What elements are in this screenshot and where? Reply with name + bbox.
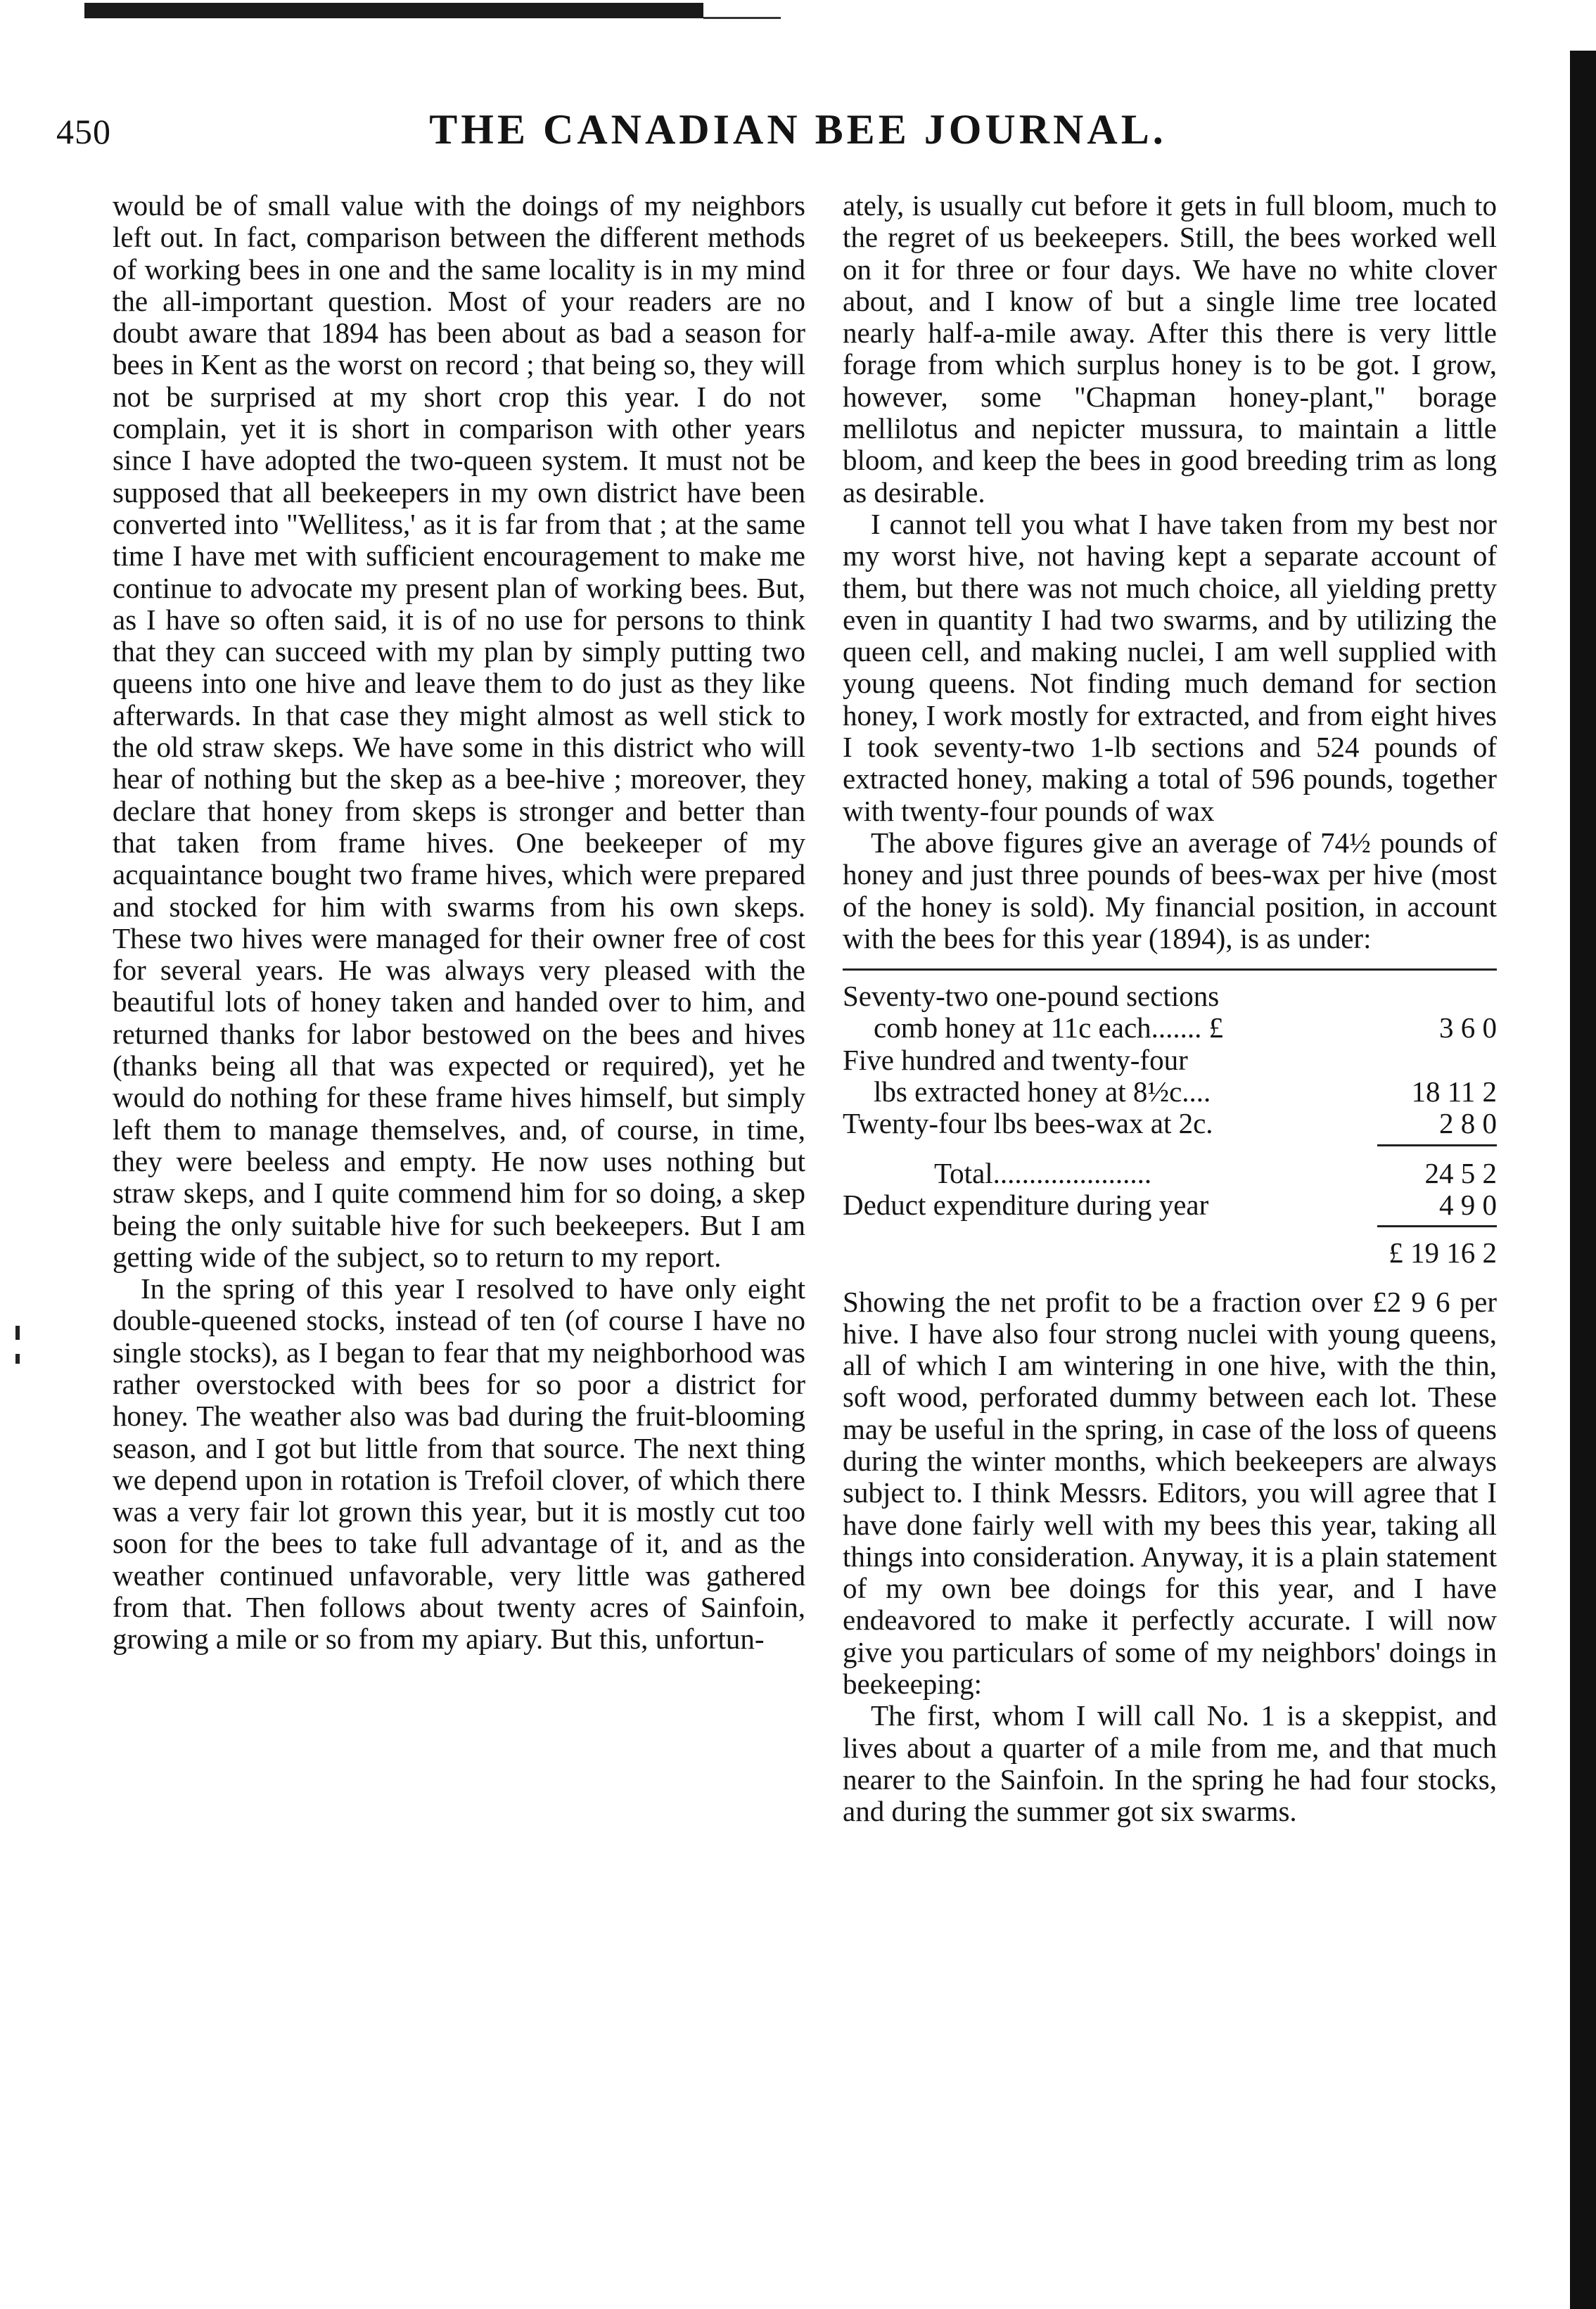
account-item: Five hundred and twenty-four <box>843 1043 1188 1076</box>
account-item: comb honey at 11c each....... £ <box>874 1011 1224 1044</box>
top-border-rule <box>84 3 703 18</box>
account-net-row <box>843 1237 1497 1269</box>
account-row <box>843 980 1497 1012</box>
account-total-label: Total...................... <box>934 1156 1152 1189</box>
account-row <box>843 1044 1497 1076</box>
paragraph: I cannot tell you what I have taken from my best nor my worst hive, not having kept a separate account of them, but there was not much choice, all yielding pretty even in quantity I had two swarms, and by utilizing the queen cell, and making nuclei, I am well supplied with young queens. Not finding much demand for section honey, I work mostly for extracted, and from eight hives I took seventy-two 1-lb sections and 524 pounds of extracted honey, making a total of 596 pounds, together with twenty-four pounds of wax <box>843 507 1497 827</box>
paragraph: Showing the net profit to be a fraction over £2 9 6 per hive. I have also four strong nuclei with young queens, all of which I am wintering in one hive, with the thin, soft wood, perforated dummy between each lot. These may be useful in the spring, in case of the loss of queens during the winter months, which beekeepers are always subject to. I think Messrs. Editors, you will agree that I have done fairly well with my bees this year, taking all things into consideration. Anyway, it is a plain statement of my own bee doings for this year, and I have endeavored to make it perfectly accurate. I will now give you particulars of some of my neighbors' doings in beekeeping: <box>843 1285 1497 1701</box>
account-net-amount: £ 19 16 2 <box>1388 1236 1497 1269</box>
paragraph: In the spring of this year I resolved to have only eight double-queened stocks, instead of ten (of course I have no single stocks), as I began to fear that my neighborhood was rather overstocked with bees for so poor a district for honey. The weather also was bad during the fruit-blooming season, and I got but little from that source. The next thing we depend upon in rotation is Trefoil clover, of which there was a very fair lot grown this year, but it is mostly cut too soon for the bees to take full advantage of it, and as the weather continued unfavorable, very little was gathered from that. Then follows about twenty acres of Sainfoin, growing a mile or so from my apiary. But this, unfortun- <box>113 1272 805 1656</box>
account-item: Seventy-two one-pound sections <box>843 980 1220 1013</box>
sum-rule <box>1377 1144 1497 1146</box>
account-table <box>843 968 1497 1269</box>
account-deduct-row <box>843 1189 1497 1221</box>
account-row <box>843 1076 1497 1108</box>
account-net-spacer <box>843 1237 1363 1269</box>
account-total-amount: 24 5 2 <box>1424 1156 1497 1189</box>
account-amount: 2 8 0 <box>1439 1107 1497 1140</box>
account-item: lbs extracted honey at 8½c.... <box>874 1075 1211 1108</box>
paragraph: The first, whom I will call No. 1 is a skeppist, and lives about a quarter of a mile from me, and that much nearer to the Sainfoin. In the spring he had four stocks, and during the summer got six swarms. <box>843 1699 1497 1828</box>
paragraph: ately, is usually cut before it gets in full bloom, much to the regret of us beekeepers. Still, the bees worked well on it for three or four days. We have no white clover about, and I know of but a single lime tree located nearly half-a-mile away. After this there is very little forage from which surplus honey is to be got. I grow, however, some "Chapman honey-plant," borage mellilotus and nepicter mussura, to maintain a little bloom, and keep the bees in good breeding trim as long as desirable. <box>843 189 1497 509</box>
paragraph: would be of small value with the doings of my neighbors left out. In fact, comparison between the different methods of working bees in one and the same locality is in my mind the all-important question. Most of your readers are no doubt aware that 1894 has been about as bad a season for bees in Kent as the worst on record ; that being so, they will not be surprised at my short crop this year. I do not complain, yet it is short in comparison with other years since I have adopted the two-queen system. It must not be supposed that all beekeepers in my own district have been converted into "Wellitess,' as it is far from that ; at the same time I have met with sufficient encouragement to make me continue to advocate my present plan of working bees. But, as I have so often said, it is of no use for persons to think that they can succeed with my plan by simply putting two queens into one hive and leave them to do just as they like afterwards. In that case they might almost as well stick to the old straw skeps. We have some in this district who will hear of nothing but the skep as a bee-hive ; moreover, they declare that honey from skeps is stronger and better than that taken from frame hives. One beekeeper of my acquaintance bought two frame hives, which were prepared and stocked for him with swarms from his own skeps. These two hives were managed for their owner free of cost for several years. He was always very pleased with the beautiful lots of honey taken and handed over to him, and returned thanks for labor bestowed on the bees and hives (thanks being all that was expected or required), yet he would do nothing for these frame hives himself, but simply left them to manage themselves, and, of course, in time, they were beeless and empty. He now uses nothing but straw skeps, and I quite commend him for so doing, a skep being the only suitable hive for such beekeepers. But I am getting wide of the subject, so to return to my report. <box>113 189 805 1273</box>
account-deduct-label: Deduct expenditure during year <box>843 1188 1209 1221</box>
right-column <box>843 190 1497 1828</box>
text-after-account <box>843 1286 1497 1828</box>
account-row <box>843 1012 1497 1044</box>
paragraph: The above figures give an average of 74½ pounds of honey and just three pounds of bees-wax per hive (most of the honey is sold). My financial position, in account with the bees for this year (1894), is as under: <box>843 826 1497 954</box>
page-edge-shadow <box>1570 51 1596 2309</box>
sum-rule <box>1377 1225 1497 1227</box>
running-title: THE CANADIAN BEE JOURNAL. <box>429 106 1167 153</box>
account-deduct-amount: 4 9 0 <box>1439 1188 1497 1221</box>
account-item: Twenty-four lbs bees-wax at 2c. <box>843 1107 1213 1140</box>
top-border-rule-thin <box>703 17 781 19</box>
margin-mark <box>15 1326 20 1340</box>
margin-mark <box>15 1354 20 1364</box>
page-number: 450 <box>56 112 111 151</box>
account-row <box>843 1108 1497 1139</box>
left-column <box>113 190 805 1656</box>
account-total-row <box>843 1158 1497 1189</box>
account-amount: 3 6 0 <box>1439 1011 1497 1044</box>
account-amount: 18 11 2 <box>1411 1075 1497 1108</box>
